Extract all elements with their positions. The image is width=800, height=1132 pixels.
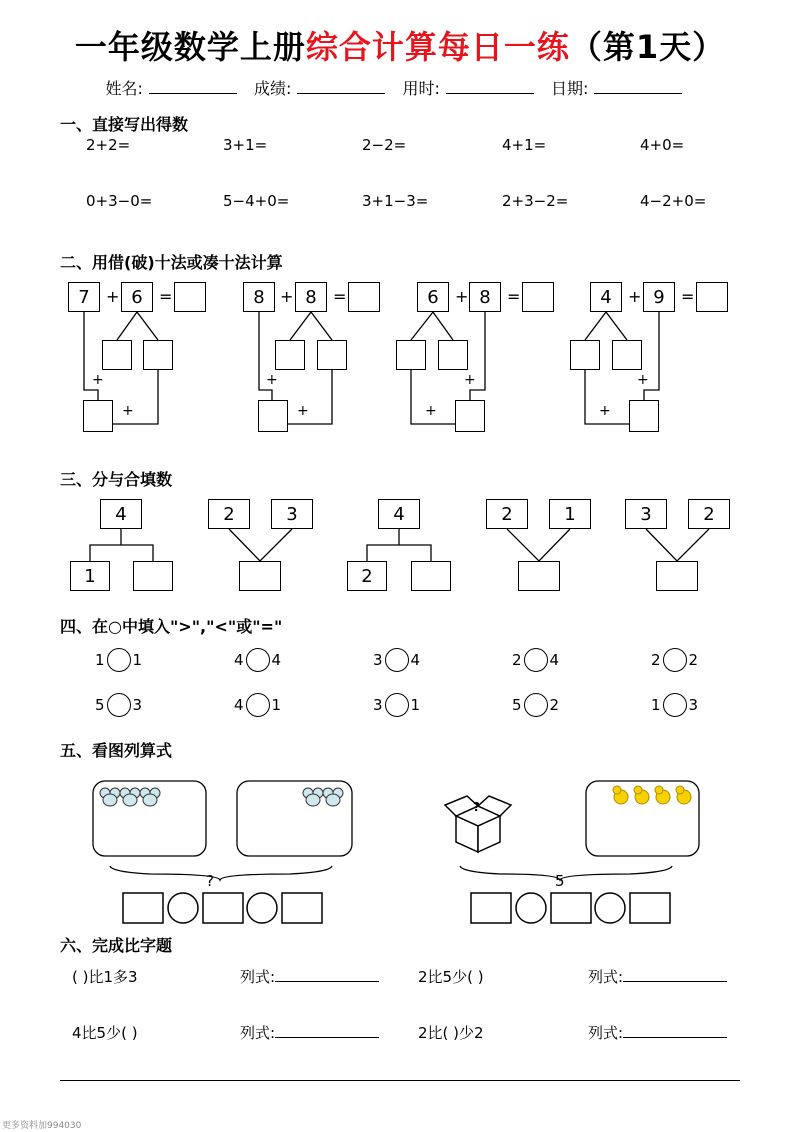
s1-eq: 4−2+0=: [640, 192, 707, 210]
compare-item: 2 4: [512, 648, 559, 672]
part-box: 1: [549, 499, 591, 529]
equals-sign: =: [159, 287, 173, 306]
title-red: 综合计算每日一练: [305, 28, 570, 66]
s1-eq: 3+1=: [223, 136, 268, 154]
section-6-title: 六、完成比字题: [60, 936, 173, 955]
addend-box: 7: [68, 282, 100, 312]
s1-eq: 2+2=: [86, 136, 131, 154]
addend-box: 8: [243, 282, 275, 312]
plus-sign: +: [92, 372, 104, 388]
formula-label: 列式:: [588, 1022, 727, 1043]
title-day: （第1天）: [569, 28, 726, 66]
bottom-rule: [60, 1080, 740, 1081]
compare-item: 1 1: [95, 648, 142, 672]
s1-eq: 3+1−3=: [362, 192, 429, 210]
compare-item: 3 1: [373, 693, 420, 717]
compare-question: 4比5少( ): [72, 1024, 138, 1042]
part-box: 2: [486, 499, 528, 529]
mouse-icon: [303, 788, 343, 806]
s1-eq: 2−2=: [362, 136, 407, 154]
formula-label: 列式:: [240, 966, 379, 987]
plus-sign: +: [464, 372, 476, 388]
mouse-icon: [100, 788, 160, 806]
addend-box: 4: [590, 282, 622, 312]
title-black: 一年级数学上册: [74, 28, 306, 66]
addend-box: 9: [643, 282, 675, 312]
section-3-title: 三、分与合填数: [60, 470, 173, 489]
date-label: 日期:: [551, 79, 589, 98]
s1-eq: 2+3−2=: [502, 192, 569, 210]
footer-watermark: 更多资料加994030: [2, 1121, 82, 1131]
part-box: 3: [271, 499, 313, 529]
plus-sign: +: [266, 372, 278, 388]
formula-label: 列式:: [588, 966, 727, 987]
section-4-title: 四、在○中填入">","<"或"=": [60, 617, 283, 636]
equals-sign: =: [681, 287, 695, 306]
compare-item: 5 3: [95, 693, 142, 717]
name-label: 姓名:: [105, 79, 143, 98]
compare-item: 3 4: [373, 648, 420, 672]
plus-sign: +: [628, 287, 642, 306]
addend-box: 8: [295, 282, 327, 312]
compare-item: 4 4: [234, 648, 281, 672]
compare-item: 1 3: [651, 693, 698, 717]
total-label: 5: [555, 872, 565, 890]
section-2-title: 二、用借(破)十法或凑十法计算: [60, 253, 283, 272]
plus-sign: +: [599, 403, 611, 419]
plus-sign: +: [455, 287, 469, 306]
total-label: ?: [206, 872, 214, 890]
addend-box: 6: [417, 282, 449, 312]
part-box: 2: [688, 499, 730, 529]
addend-box: 8: [469, 282, 501, 312]
whole-box: 4: [100, 499, 142, 529]
part-box: 2: [347, 561, 387, 591]
part-box: 3: [625, 499, 667, 529]
plus-sign: +: [637, 372, 649, 388]
whole-box: 4: [378, 499, 420, 529]
s1-eq: 4+1=: [502, 136, 547, 154]
section-1-title: 一、直接写出得数: [60, 115, 189, 134]
plus-sign: +: [297, 403, 309, 419]
plus-sign: +: [425, 403, 437, 419]
s1-eq: 5−4+0=: [223, 192, 290, 210]
addend-box: 6: [121, 282, 153, 312]
s1-eq: 4+0=: [640, 136, 685, 154]
compare-question: 2比( )少2: [418, 1024, 484, 1042]
time-label: 用时:: [402, 79, 440, 98]
equals-sign: =: [333, 287, 347, 306]
compare-item: 5 2: [512, 693, 559, 717]
compare-item: 4 1: [234, 693, 281, 717]
part-box: 1: [70, 561, 110, 591]
equals-sign: =: [507, 287, 521, 306]
plus-sign: +: [280, 287, 294, 306]
part-box: 2: [208, 499, 250, 529]
chick-icon: [613, 786, 691, 804]
formula-label: 列式:: [240, 1022, 379, 1043]
score-label: 成绩:: [254, 79, 292, 98]
compare-item: 2 2: [651, 648, 698, 672]
compare-question: ( )比1多3: [72, 968, 138, 986]
plus-sign: +: [106, 287, 120, 306]
box-question-mark: ?: [473, 800, 480, 814]
compare-question: 2比5少( ): [418, 968, 484, 986]
s1-eq: 0+3−0=: [86, 192, 153, 210]
plus-sign: +: [122, 403, 134, 419]
section-5-title: 五、看图列算式: [60, 741, 173, 760]
